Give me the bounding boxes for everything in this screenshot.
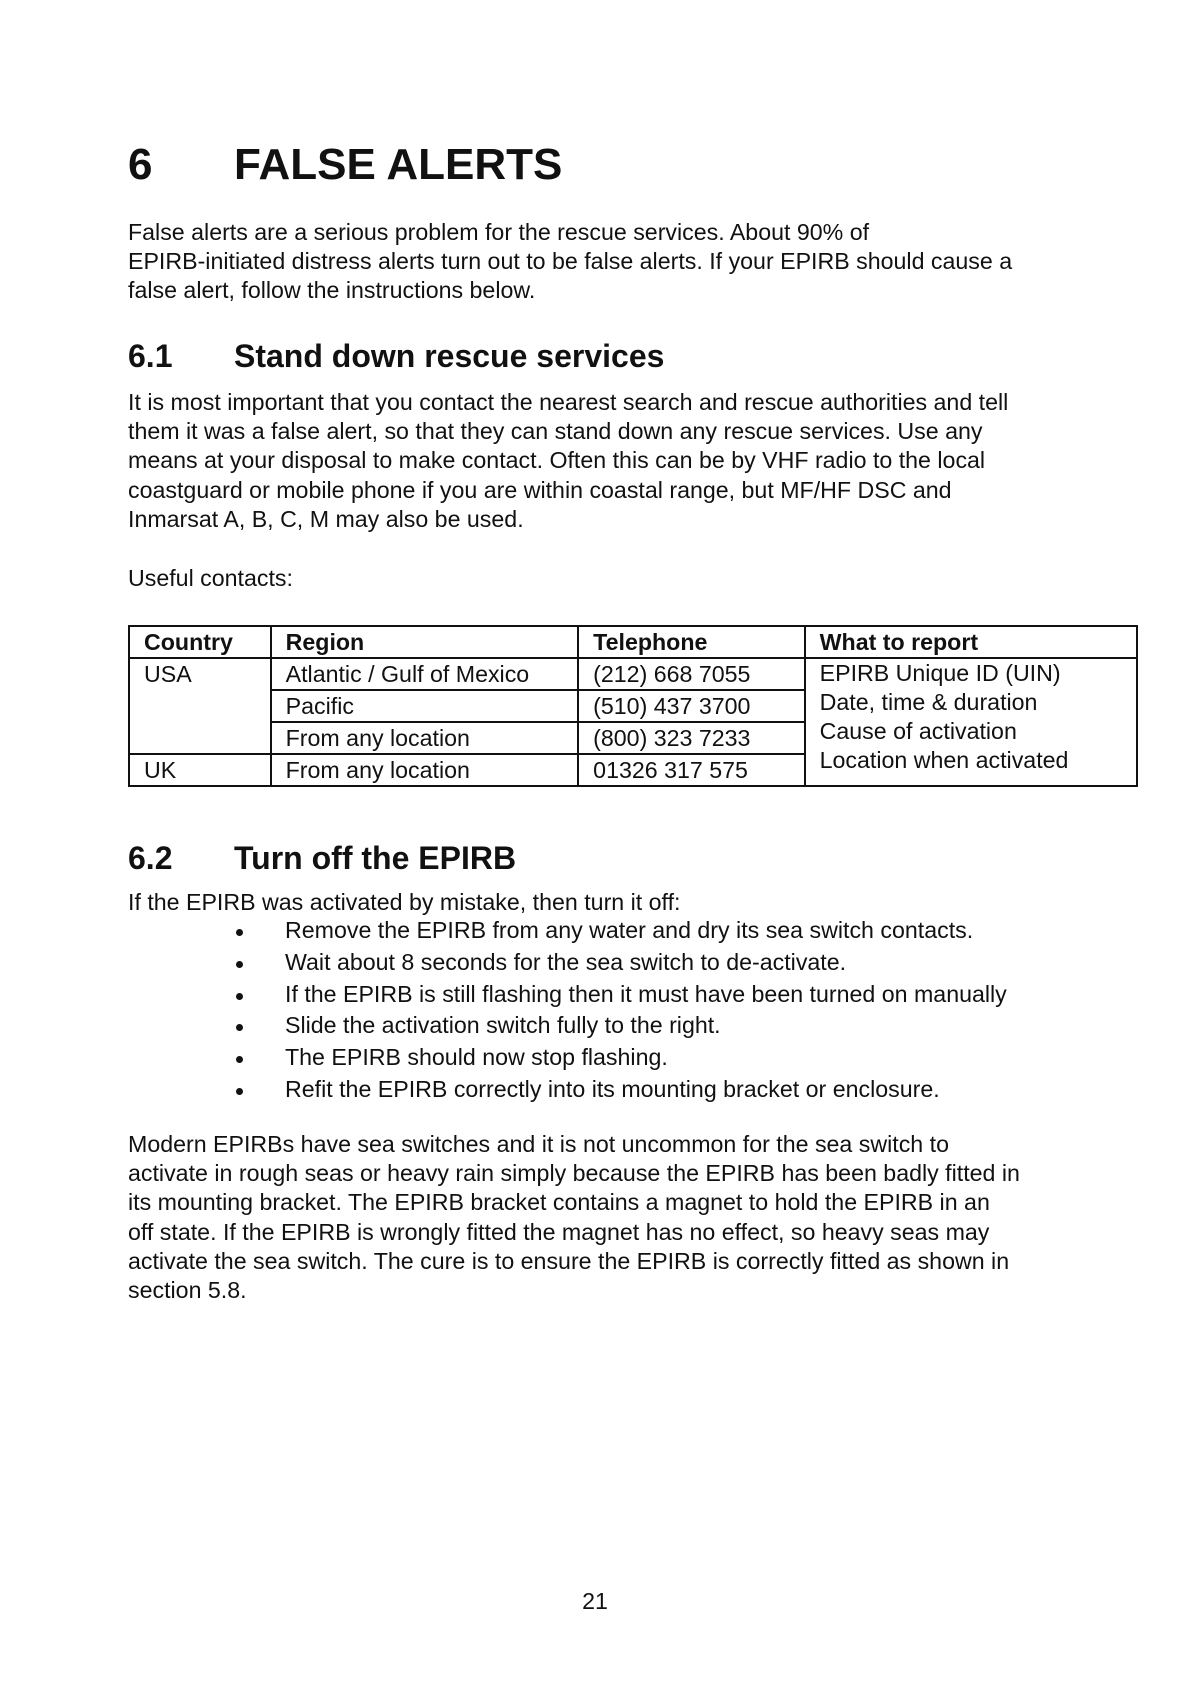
cell-region: From any location (271, 754, 579, 786)
text-line: activate the sea switch. The cure is to ensure the EPIRB is correctly fitted as shown in (128, 1247, 1010, 1274)
cell-telephone: (212) 668 7055 (578, 658, 804, 690)
useful-contacts-label: Useful contacts: (128, 565, 293, 591)
bullet-icon (236, 1056, 243, 1063)
header-telephone: Telephone (578, 626, 804, 658)
text-line: them it was a false alert, so that they can stand down any rescue services. Use any (128, 418, 983, 445)
header-what-to-report: What to report (805, 626, 1137, 658)
report-item: Location when activated (819, 747, 1069, 773)
report-item: EPIRB Unique ID (UIN) (819, 660, 1061, 686)
section-title: Stand down rescue services (234, 338, 665, 374)
step-text: Remove the EPIRB from any water and dry its sea switch contacts. (285, 917, 974, 943)
step-text: If the EPIRB is still flashing then it must have been turned on manually (285, 980, 1007, 1007)
cell-region: Atlantic / Gulf of Mexico (271, 658, 579, 690)
text-line: Inmarsat A, B, C, M may also be used. (128, 505, 524, 532)
text-line: activate in rough seas or heavy rain simply because the EPIRB has been badly fitted in (128, 1160, 1020, 1187)
cell-region: From any location (271, 722, 579, 754)
text-line: coastguard or mobile phone if you are within coastal range, but MF/HF DSC and (128, 476, 952, 503)
contacts-table (128, 625, 1138, 787)
text-line: Modern EPIRBs have sea switches and it is not uncommon for the sea switch to (128, 1131, 949, 1157)
bullet-icon (236, 961, 243, 968)
step-text: Refit the EPIRB correctly into its mounting bracket or enclosure. (285, 1075, 940, 1102)
section-6-2-paragraph (128, 1130, 1138, 1305)
cell-region: Pacific (271, 690, 579, 722)
step-text: Slide the activation switch fully to the right. (285, 1012, 721, 1039)
table-header-row (129, 626, 1137, 658)
intro-paragraph (128, 218, 1138, 306)
cell-telephone: (800) 323 7233 (578, 722, 804, 754)
cell-what-to-report (805, 658, 1137, 786)
cell-telephone: (510) 437 3700 (578, 690, 804, 722)
section-heading-6-2 (128, 842, 516, 874)
list-item (229, 915, 1007, 947)
bullet-icon (236, 993, 243, 1000)
list-item (229, 1074, 1007, 1106)
step-text: The EPIRB should now stop flashing. (285, 1044, 668, 1071)
section-number: 6.2 (128, 840, 173, 876)
cell-country: UK (129, 754, 271, 786)
section-6-2-lead: If the EPIRB was activated by mistake, then turn it off: (128, 889, 681, 915)
section-heading-6-1 (128, 340, 664, 372)
text-line: False alerts are a serious problem for the rescue services. About 90% of (128, 219, 870, 245)
header-region: Region (271, 626, 579, 658)
section-number: 6.1 (128, 338, 173, 374)
section-6-1-paragraph (128, 388, 1138, 534)
bullet-icon (236, 1088, 243, 1095)
cell-telephone: 01326 317 575 (578, 754, 804, 786)
report-item: Cause of activation (819, 718, 1017, 744)
cell-country (129, 722, 271, 754)
report-item: Date, time & duration (819, 689, 1038, 715)
section-title: Turn off the EPIRB (234, 840, 517, 876)
page-number: 21 (582, 1588, 608, 1614)
text-line: means at your disposal to make contact. Often this can be by VHF radio to the local (128, 447, 986, 474)
text-line: It is most important that you contact the nearest search and rescue authorities and tell (128, 389, 1009, 415)
chapter-title: FALSE ALERTS (234, 140, 563, 189)
list-item (229, 979, 1007, 1011)
text-line: section 5.8. (128, 1277, 247, 1304)
bullet-icon (236, 1024, 243, 1031)
chapter-heading (128, 140, 563, 189)
cell-country (129, 690, 271, 722)
cell-country: USA (129, 658, 271, 690)
text-line: EPIRB-initiated distress alerts turn out to be false alerts. If your EPIRB should cause a (128, 248, 1013, 275)
list-item (229, 1010, 1007, 1042)
text-line: false alert, follow the instructions below. (128, 277, 536, 304)
step-text: Wait about 8 seconds for the sea switch to de-activate. (285, 948, 847, 975)
list-item (229, 947, 1007, 979)
table-row (129, 658, 1137, 690)
text-line: its mounting bracket. The EPIRB bracket contains a magnet to hold the EPIRB in an (128, 1189, 990, 1216)
text-line: off state. If the EPIRB is wrongly fitted the magnet has no effect, so heavy seas may (128, 1218, 990, 1245)
chapter-number: 6 (128, 140, 153, 189)
list-item (229, 1042, 1007, 1074)
bullet-icon (236, 929, 243, 936)
steps-list (229, 915, 1007, 1106)
header-country: Country (129, 626, 271, 658)
